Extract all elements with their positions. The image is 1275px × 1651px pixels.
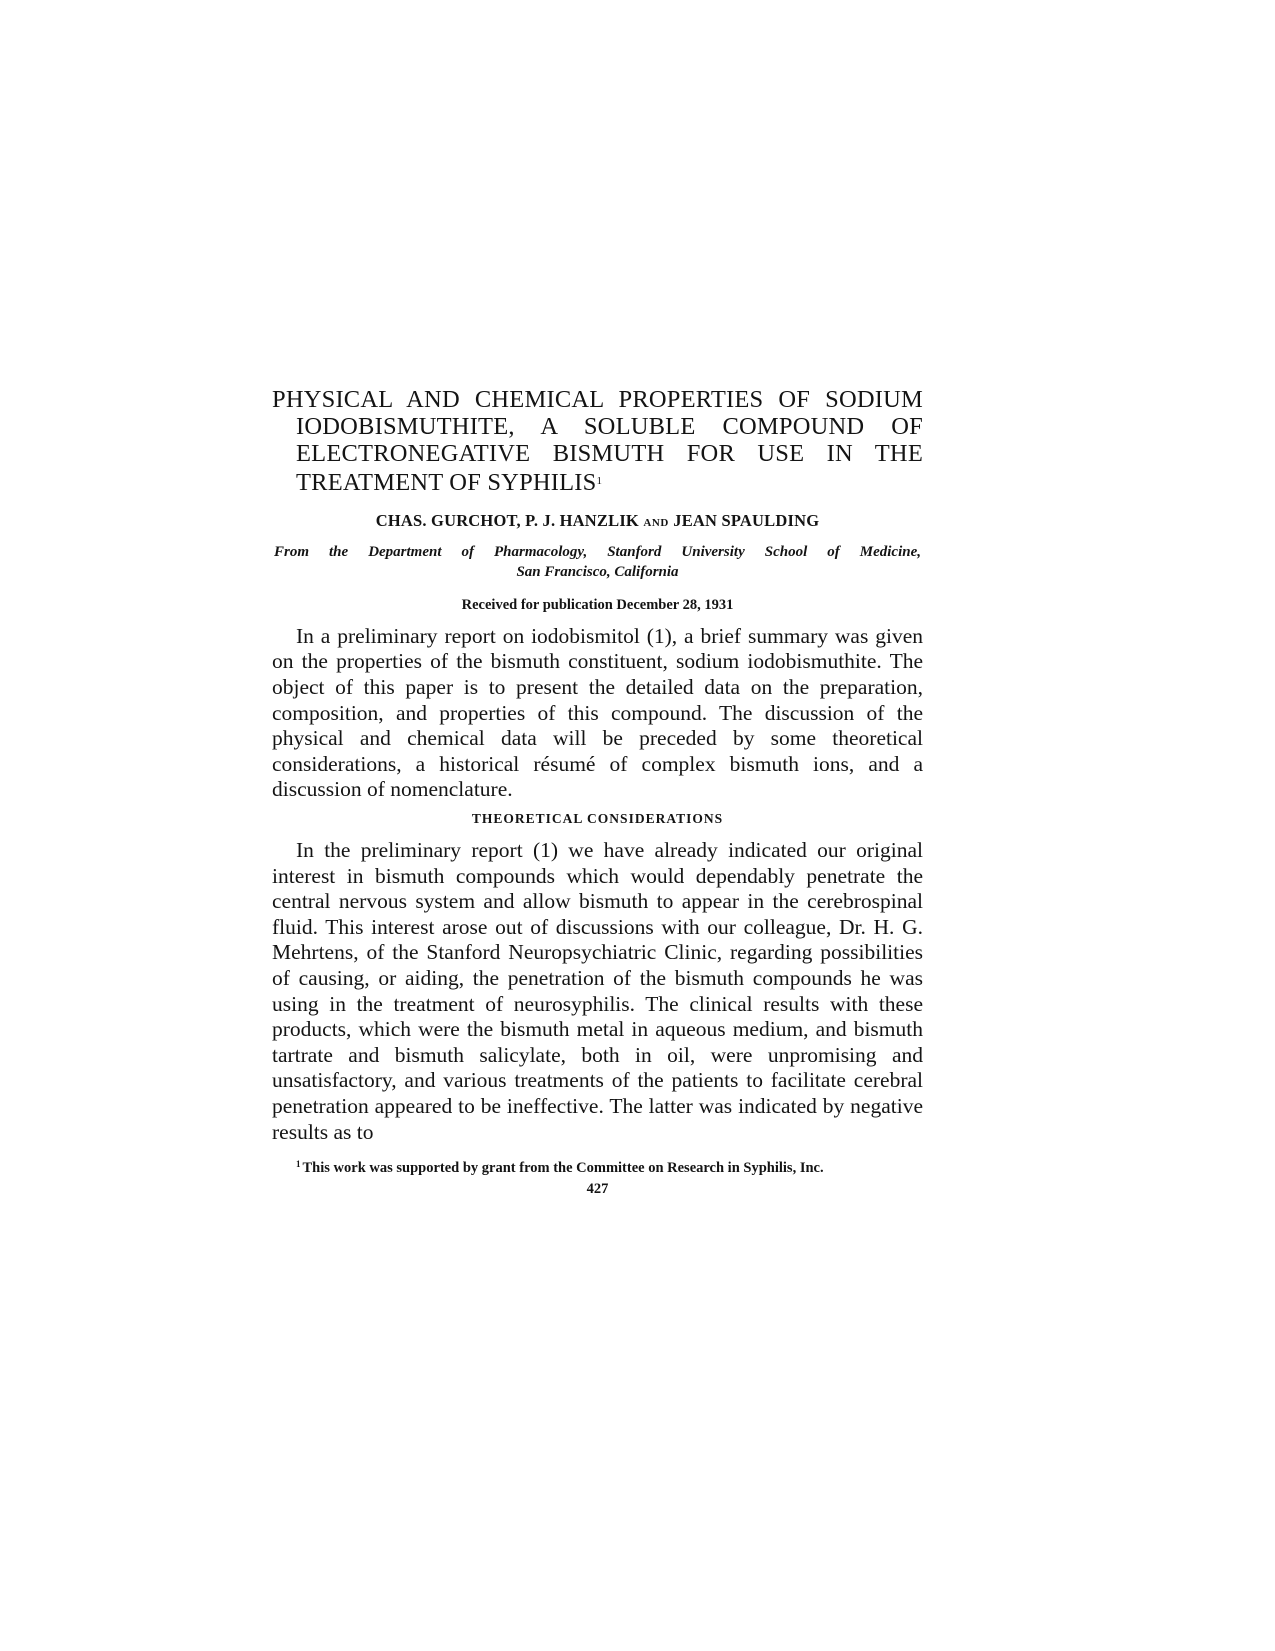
affiliation-line-2: San Francisco, California xyxy=(516,563,679,580)
authors-conjunction: AND xyxy=(643,516,669,529)
article-title xyxy=(272,386,923,496)
authors-part-2: JEAN SPAULDING xyxy=(673,510,820,530)
body-paragraph-1: In a preliminary report on iodobismitol (1), a brief summary was given on the properties of the bismuth constituent, sodium iodobismuthite. The object of this paper is to present the detailed data on the preparation, composition, and properties of this compound. The discussion of the physical and chemical data will be preceded by some theoretical considerations, a historical résumé of complex bismuth ions, and a discussion of nomenclature. xyxy=(272,623,923,802)
author-list xyxy=(272,511,923,533)
page-number: 427 xyxy=(586,1181,609,1198)
received-date: Received for publication December 28, 1931 xyxy=(461,596,734,613)
authors-part-1: CHAS. GURCHOT, P. J. HANZLIK xyxy=(375,510,639,530)
title-line-4 xyxy=(272,468,923,496)
section-heading: THEORETICAL CONSIDERATIONS xyxy=(471,810,724,826)
footnote-mark: 1 xyxy=(296,1159,301,1170)
body-paragraph-2: In the preliminary report (1) we have already indicated our original interest in bismuth compounds which would dependably penetrate the central nervous system and allow bismuth to appear in the cerebrospinal fluid. This interest arose out of discussions with our colleague, Dr. H. G. Mehrtens, of the Stanford Neuropsychiatric Clinic, regarding possibilities of causing, or aiding, the penetration of the bismuth compounds he was using in the treatment of neurosyphilis. The clinical results with these products, which were the bismuth metal in aqueous medium, and bismuth tartrate and bismuth salicylate, both in oil, were unpromising and unsatisfactory, and various treatments of the patients to facilitate cerebral penetration appeared to be ineffective. The latter was indicated by negative results as to xyxy=(272,837,923,1144)
title-line-2: IODOBISMUTHITE, A SOLUBLE COMPOUND OF xyxy=(296,413,923,441)
affiliation xyxy=(272,542,923,582)
footnote-text: This work was supported by grant from the Committee on Research in Syphilis, Inc. xyxy=(302,1160,824,1177)
title-line-1: PHYSICAL AND CHEMICAL PROPERTIES OF SODIUM xyxy=(272,386,923,413)
paper-page xyxy=(272,386,923,1198)
footnote xyxy=(272,1155,923,1177)
title-line-4-text: TREATMENT OF SYPHILIS xyxy=(296,468,597,496)
title-footnote-mark: 1 xyxy=(596,474,603,487)
title-line-3: ELECTRONEGATIVE BISMUTH FOR USE IN THE xyxy=(296,440,923,468)
affiliation-line-1: From the Department of Pharmacology, Stanford University School of Medicine, xyxy=(274,543,921,560)
